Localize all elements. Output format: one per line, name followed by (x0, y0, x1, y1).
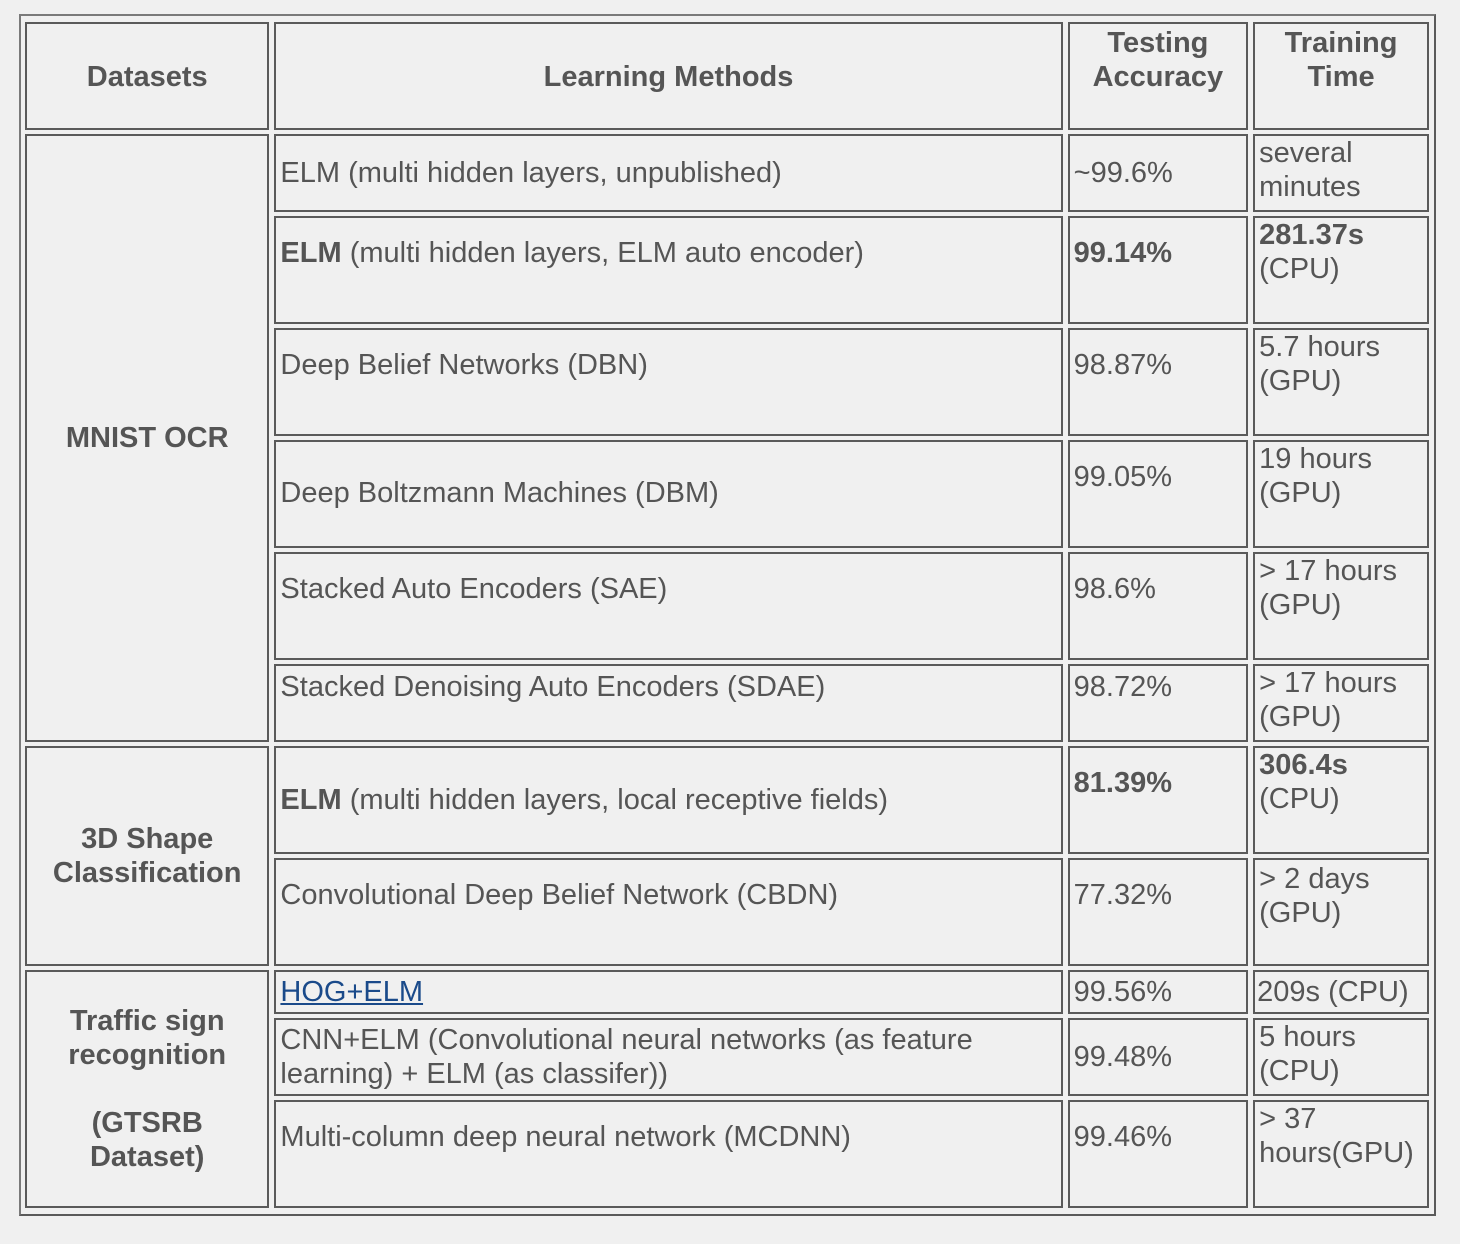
time-cell: 19 hours (GPU) (1253, 440, 1429, 548)
time-cell (1253, 216, 1429, 324)
method-cell (274, 552, 1062, 660)
method-text: (multi hidden layers, local receptive fields) (341, 784, 889, 816)
time-cell: several minutes (1253, 134, 1429, 212)
hog-elm-link[interactable]: HOG+ELM (280, 976, 424, 1008)
table-row (25, 134, 1429, 212)
accuracy-cell: 99.48% (1068, 1018, 1249, 1096)
method-cell (274, 1100, 1062, 1208)
dataset-traffic-title: Traffic sign recognition (68, 1005, 227, 1071)
time-cell: 5 hours (CPU) (1253, 1018, 1429, 1096)
time-text: (CPU) (1259, 783, 1340, 815)
dataset-traffic-subtitle: (GTSRB Dataset) (89, 1107, 205, 1173)
header-accuracy: Testing Accuracy (1068, 22, 1249, 130)
time-bold: 281.37s (1259, 219, 1364, 251)
accuracy-cell: 99.05% (1068, 440, 1249, 548)
time-bold: 306.4s (1259, 749, 1348, 781)
accuracy-cell: 99.56% (1068, 970, 1249, 1014)
accuracy-cell: 99.14% (1068, 216, 1249, 324)
accuracy-cell: 98.6% (1068, 552, 1249, 660)
time-cell: 5.7 hours (GPU) (1253, 328, 1429, 436)
accuracy-cell: 98.72% (1068, 664, 1249, 742)
time-cell (1253, 746, 1429, 854)
dataset-traffic-sign (25, 970, 269, 1208)
method-cell (274, 746, 1062, 854)
method-cell (274, 134, 1062, 212)
method-text: Stacked Denoising Auto Encoders (SDAE) (280, 671, 826, 703)
dataset-3d-shape: 3D Shape Classification (25, 746, 269, 966)
time-text: (CPU) (1259, 253, 1340, 285)
accuracy-cell: ~99.6% (1068, 134, 1249, 212)
time-cell: > 37 hours(GPU) (1253, 1100, 1429, 1208)
method-cell (274, 328, 1062, 436)
comparison-table-frame (19, 14, 1436, 1216)
time-cell: 209s (CPU) (1253, 970, 1429, 1014)
method-text: Convolutional Deep Belief Network (CBDN) (280, 879, 839, 911)
method-text: CNN+ELM (Convolutional neural networks (as feature learning) + ELM (as classifer)) (280, 1024, 973, 1090)
dataset-mnist: MNIST OCR (25, 134, 269, 742)
method-bold: ELM (280, 784, 342, 816)
header-datasets: Datasets (25, 22, 269, 130)
table-row (25, 970, 1429, 1014)
method-text: Stacked Auto Encoders (SAE) (280, 573, 668, 605)
method-cell (274, 858, 1062, 966)
method-text: Deep Belief Networks (DBN) (280, 349, 648, 381)
method-cell (274, 216, 1062, 324)
method-cell (274, 440, 1062, 548)
accuracy-cell: 77.32% (1068, 858, 1249, 966)
method-cell (274, 664, 1062, 742)
accuracy-cell: 99.46% (1068, 1100, 1249, 1208)
comparison-table (20, 18, 1434, 1212)
header-methods: Learning Methods (274, 22, 1062, 130)
accuracy-cell: 81.39% (1068, 746, 1249, 854)
method-text: Deep Boltzmann Machines (DBM) (280, 477, 719, 509)
time-cell: > 2 days (GPU) (1253, 858, 1429, 966)
time-cell: > 17 hours (GPU) (1253, 664, 1429, 742)
accuracy-cell: 98.87% (1068, 328, 1249, 436)
method-text: (multi hidden layers, ELM auto encoder) (341, 237, 864, 269)
table-row (25, 746, 1429, 854)
method-cell (274, 970, 1062, 1014)
method-text: ELM (multi hidden layers, unpublished) (280, 157, 782, 189)
method-cell (274, 1018, 1062, 1096)
header-time: Training Time (1253, 22, 1429, 130)
method-text: Multi-column deep neural network (MCDNN) (280, 1121, 851, 1153)
method-bold: ELM (280, 237, 342, 269)
time-cell: > 17 hours (GPU) (1253, 552, 1429, 660)
header-row (25, 22, 1429, 130)
